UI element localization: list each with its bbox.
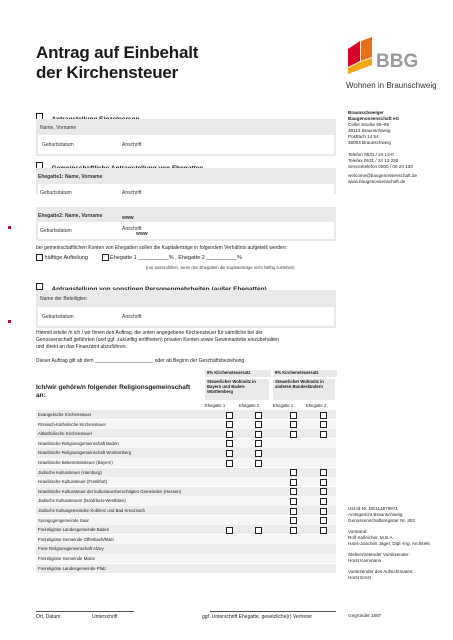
religion-checkbox[interactable]: [320, 488, 327, 495]
page-title: [36, 43, 198, 83]
sec3-address-label: Anschrift: [122, 314, 142, 320]
religion-label: Freireligiöse Gemeinde Offenbach/Main: [38, 536, 114, 542]
religion-label: Synagogengemeinde Saar: [38, 517, 89, 523]
religion-label: Israelitische Kultussteuer (Frankfurt): [38, 479, 108, 485]
religion-checkbox[interactable]: [320, 527, 327, 534]
legal-line: Ust-Id-Nr. DE114879971: [348, 506, 398, 511]
margin-marker: [8, 226, 11, 229]
religion-checkbox[interactable]: [226, 460, 233, 467]
religion-label: Freie Religionsgemeinschaft Alzey: [38, 546, 104, 552]
table-row: [36, 496, 336, 505]
web-link[interactable]: www.baugenossenschaft.de: [348, 179, 406, 184]
religion-checkbox[interactable]: [290, 527, 297, 534]
table-row: [36, 458, 336, 467]
table-row: [36, 468, 336, 477]
religion-label: Altkatholische Kirchensteuer: [38, 431, 93, 437]
religion-checkbox[interactable]: [226, 431, 233, 438]
margin-marker: [8, 320, 11, 323]
sec2-spouse2-value: www: [122, 215, 134, 221]
religion-checkbox[interactable]: [255, 421, 262, 428]
sec2-spouse2-box[interactable]: [36, 207, 336, 241]
ratio-label: Ehegatte 1 __________% , Ehegatte 2 __________%: [110, 254, 242, 261]
sec3-paragraph: [36, 330, 279, 351]
spouse-signature-label: ggf. Unterschrift Ehegatte, gesetzliche(r) Vertreter: [202, 614, 313, 620]
legal-line: Horst Kammann: [348, 558, 382, 563]
sec2-address2-value: www: [136, 231, 148, 237]
religion-checkbox[interactable]: [290, 421, 297, 428]
religion-label: Israelitische Bekenntnissteuer (Bayern): [38, 460, 113, 465]
religion-checkbox[interactable]: [226, 450, 233, 457]
sec2-address-label: Anschrift: [122, 190, 142, 196]
religion-checkbox[interactable]: [226, 421, 233, 428]
table-row: [36, 516, 336, 525]
sec1-birth-label: Geburtsdatum: [42, 142, 74, 148]
col9-header: 9% Kirchensteuersatz: [273, 370, 337, 377]
religion-checkbox[interactable]: [290, 479, 297, 486]
table-row: [36, 544, 336, 553]
religion-label: Israelitische Kultussteuer der kultusteuerberechtigten Gemeinden (Hessen): [38, 488, 182, 494]
religion-checkbox[interactable]: [290, 508, 297, 515]
religion-checkbox[interactable]: [320, 412, 327, 419]
spouse-header: Ehegatte 2: [306, 403, 327, 408]
sec2-spouse1-row[interactable]: [38, 184, 334, 200]
religion-checkbox[interactable]: [255, 450, 262, 457]
religion-label: Jüdische Kultussteuern (Nordrhein-Westfalen): [38, 498, 126, 504]
table-row: [36, 554, 336, 563]
address-line: Celler Straße 66–69: [348, 122, 390, 127]
logo-brand: BBG: [376, 51, 419, 72]
title-line-1: Antrag auf Einbehalt: [36, 43, 199, 62]
religion-label: Jüdische Kultussteuer (Hamburg): [38, 469, 102, 475]
sec2-spouse1-label: Ehegatte1: Name, Vorname: [38, 174, 103, 180]
company-line: Baugenossenschaft eG: [348, 116, 400, 121]
table-heading: Ich/wir gehöre/n folgender Religionsgemeinschaft an:: [36, 384, 191, 399]
table-row: [36, 429, 336, 438]
sec3-para-line-1: Hiermit erteile /n ich / wir Ihnen den Auftrag, die unten angegebene Kirchensteuer für sämtliche bei der: [36, 330, 263, 336]
sec2-birth-label: Geburtsdatum: [40, 190, 72, 196]
legal-line: Vorstand:: [348, 529, 368, 534]
table-row: [36, 477, 336, 486]
ratio-checkbox[interactable]: [102, 254, 109, 261]
religion-label: Römisch-Katholische Kirchensteuer: [38, 421, 107, 427]
legal-line: Hans-Joachim Jäger, Dipl.-Ing. Architekt: [348, 541, 430, 546]
col9-subheader: Steuerlicher Wohnsitz in anderen Bundesländern: [273, 379, 335, 400]
ratio-note: (nur ausszufüllen, wenn den Ehegatten die Kapitalerträge nicht hälftig zustehen): [146, 265, 295, 270]
ratio-options: [36, 254, 242, 261]
table-row: [36, 410, 336, 419]
legal-line: Stellvertretender Vorsitzender:: [348, 552, 410, 557]
place-date-label: Ort, Datum: [36, 614, 61, 620]
logo-tagline: Wohnen in Braunschweig: [346, 81, 437, 90]
religion-checkbox[interactable]: [320, 498, 327, 505]
sec2-birth2-label: Geburtsdatum: [40, 228, 72, 234]
col8-header: 8% Kirchensteuersatz: [205, 370, 271, 377]
table-row: [36, 525, 336, 534]
sec1-name-label: Name, Vorname: [40, 125, 77, 131]
contact-line: Servicetelefon 0800 / 00 24 130: [348, 164, 413, 169]
sec3-birth-label: Geburtsdatum: [42, 314, 74, 320]
founded-text: Gegründet 1887: [348, 613, 382, 618]
religion-label: Freireligiöse Landesgemeinde Baden: [38, 527, 110, 533]
religion-checkbox[interactable]: [320, 469, 327, 476]
signature-label: Unterschrift: [92, 614, 118, 620]
spouse-header: Ehegatte 2: [239, 403, 260, 408]
religion-checkbox[interactable]: [290, 488, 297, 495]
email-link[interactable]: welcome@baugenossenschaft.de: [348, 173, 418, 178]
date-line: [36, 611, 134, 612]
religion-checkbox[interactable]: [320, 508, 327, 515]
contact-line: Telefon 0531 / 24 13-0: [348, 152, 394, 157]
legal-line: Amtsgericht Braunschweig: [348, 512, 403, 517]
company-line: Braunschweiger: [348, 110, 384, 115]
ratio-text: bei gemeinschaftlichen Konten von Ehegatten sollen die Kapitalerträge in folgendem Verhältnis aufgeteilt werden:: [36, 245, 287, 251]
religion-checkbox[interactable]: [255, 412, 262, 419]
signature-line: [210, 611, 336, 612]
sec3-box[interactable]: [36, 290, 336, 328]
sidebar-legal: [348, 506, 430, 581]
religion-checkbox[interactable]: [290, 412, 297, 419]
religion-checkbox[interactable]: [290, 431, 297, 438]
half-checkbox[interactable]: [36, 254, 43, 261]
table-row: [36, 535, 336, 544]
sec2-spouse2-label: Ehegatte2: Name, Vorname: [38, 213, 103, 219]
sec1-box: [36, 119, 336, 156]
religion-label: Freireligiöse Gemeinde Mainz: [38, 556, 96, 561]
table-row: [36, 564, 336, 573]
table-row: [36, 420, 336, 429]
religion-label: Freireligiöse Landesgemeinde Pfalz: [38, 565, 107, 571]
table-row: [36, 448, 336, 457]
religion-checkbox[interactable]: [320, 479, 327, 486]
sec3-name-label: Name der Beteiligten: [40, 296, 87, 302]
sidebar-company: [348, 110, 417, 185]
legal-line: Horst Ernst: [348, 575, 371, 580]
religion-label: Israelitische Religionsgemeinschaft Württemberg: [38, 450, 132, 456]
religion-checkbox[interactable]: [226, 412, 233, 419]
spouse-header: Ehegatte 1: [273, 403, 294, 408]
religion-checkbox[interactable]: [290, 517, 297, 524]
religion-label: Jüdische Kultusgemeinden Koblenz und Bad Kreuznach: [38, 508, 146, 513]
sec3-para-line-3: und direkt an das Finanzamt abzuführen.: [36, 344, 127, 350]
religion-checkbox[interactable]: [320, 517, 327, 524]
sec1-address-label: Anschrift: [122, 142, 142, 148]
address-line: 38114 Braunschweig: [348, 128, 391, 133]
title-line-2: der Kirchensteuer: [36, 63, 179, 82]
legal-line: Genossenschaftsregister Nr. 302: [348, 518, 415, 523]
sec2-spouse2-row[interactable]: [38, 222, 334, 239]
table-row: [36, 506, 336, 515]
legal-line: Vorsitzender des Aufsichtsrates:: [348, 569, 414, 574]
address-line: 38004 Braunschweig: [348, 140, 391, 145]
table-row: [36, 439, 336, 448]
religion-checkbox[interactable]: [320, 421, 327, 428]
religion-checkbox[interactable]: [255, 440, 262, 447]
sec3-birth-row[interactable]: [38, 307, 334, 326]
sec3-para-line-2: Genossenschaft geführten (und ggf. zukünftig eröffneten) privaten Konten sowie Gewinnanteile einzubehalten: [36, 337, 279, 343]
religion-checkbox[interactable]: [290, 469, 297, 476]
religion-checkbox[interactable]: [226, 527, 233, 534]
contact-line: Telefax 0531 / 24 13 250: [348, 158, 399, 163]
religion-checkbox[interactable]: [255, 460, 262, 467]
religion-checkbox[interactable]: [290, 498, 297, 505]
religion-label: Evangelische Kirchensteuer: [38, 412, 92, 417]
religion-checkbox[interactable]: [255, 527, 262, 534]
spouse-header: Ehegatte 1: [205, 403, 226, 408]
col8-subheader: Steuerlicher Wohnsitz in Bayern und Baden-Württemberg: [205, 379, 269, 400]
address-line: Postfach 14 54: [348, 134, 379, 139]
religion-checkbox[interactable]: [255, 431, 262, 438]
logo-shape-orange: [361, 37, 372, 61]
religion-label: Israelitische Religionsgemeinschaft Baden: [38, 440, 119, 446]
table-row: [36, 487, 336, 496]
sec2-address2-label: Anschrift: [122, 226, 142, 232]
religion-checkbox[interactable]: [226, 440, 233, 447]
religion-checkbox[interactable]: [320, 431, 327, 438]
legal-line: Rolf Kalleicher, M.B.A.: [348, 535, 394, 540]
sec1-birth-row[interactable]: [38, 135, 334, 154]
validity-text: Dieser Auftrag gilt ab dem _____________________ oder ab Beginn der Geschäftsbeziehung.: [36, 358, 246, 364]
half-label: hälftige Aufteilung: [44, 254, 88, 261]
